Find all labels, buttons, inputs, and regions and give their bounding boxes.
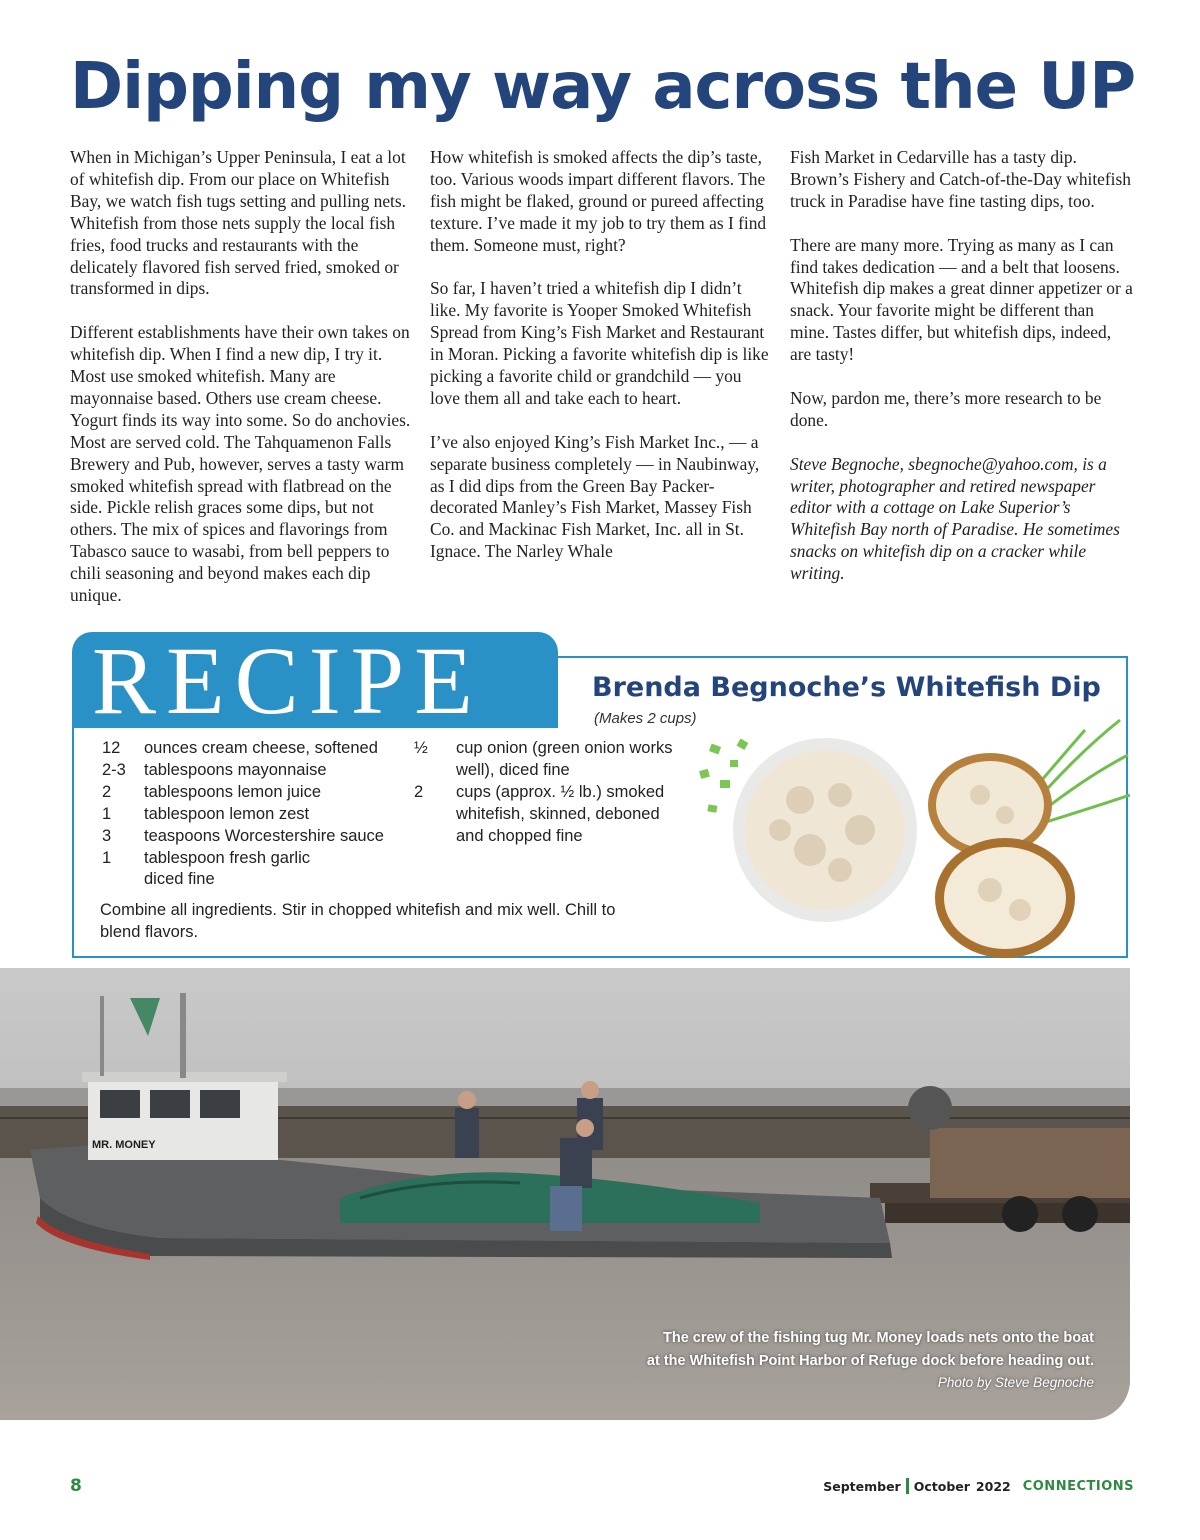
ingredient-qty: 3 xyxy=(102,826,112,845)
photo-caption-line-2: at the Whitefish Point Harbor of Refuge dock before heading out. xyxy=(646,1353,1094,1369)
recipe-yield: (Makes 2 cups) xyxy=(594,710,697,727)
ingredient-row xyxy=(102,848,402,892)
ingredient-row xyxy=(414,782,694,848)
recipe-title: Brenda Begnoche’s Whitefish Dip xyxy=(592,672,1101,703)
ingredient-row xyxy=(414,738,694,782)
ingredients-list-right xyxy=(414,738,694,848)
boat-name-text: MR. MONEY xyxy=(92,1139,156,1151)
article-body xyxy=(70,147,1140,617)
ingredient-text: tablespoons lemon juice xyxy=(144,782,322,801)
paragraph: Now, pardon me, there’s more research to be done. xyxy=(790,387,1102,430)
issue-month-1: September xyxy=(823,1478,901,1494)
ingredient-row xyxy=(102,760,402,782)
ingredient-row xyxy=(102,738,402,760)
recipe-instructions: Combine all ingredients. Stir in chopped whitefish and mix well. Chill to blend flavors. xyxy=(100,901,616,941)
page-number: 8 xyxy=(70,1476,82,1496)
ingredient-row xyxy=(102,804,402,826)
ingredient-qty: 2-3 xyxy=(102,760,126,779)
whitefish-dip-image xyxy=(690,700,1130,990)
footer-issue xyxy=(823,1478,1134,1494)
photo-caption-line-1: The crew of the fishing tug Mr. Money loads nets onto the boat xyxy=(663,1330,1094,1346)
ingredients-list-left xyxy=(102,738,402,891)
ingredient-text: tablespoon fresh garlic diced fine xyxy=(144,848,311,889)
ingredient-text: cups (approx. ½ lb.) smoked whitefish, skinned, deboned and chopped fine xyxy=(456,782,665,845)
author-bio: Steve Begnoche, sbegnoche@yahoo.com, is a writer, photographer and retired newspaper editor with a cottage on Lake Superior’s Whitefish Bay north of Paradise. He sometimes snacks on whitefish dip on a cracker while writing. xyxy=(790,453,1120,584)
issue-month-2: October xyxy=(913,1478,970,1494)
ingredient-text: teaspoons Worcestershire sauce xyxy=(144,826,384,845)
recipe-label: RECIPE xyxy=(92,627,483,734)
article-column-1 xyxy=(70,147,415,629)
issue-year: 2022 xyxy=(975,1478,1011,1494)
ingredient-text: cup onion (green onion works well), diced fine xyxy=(456,739,673,779)
ingredient-qty: 1 xyxy=(102,804,112,823)
ingredient-row xyxy=(102,782,402,804)
month-separator xyxy=(906,1478,909,1494)
paragraph: I’ve also enjoyed King’s Fish Market Inc., — a separate business completely — in Naubinway, as I did dips from the Green Bay Packer-decorated Manley’s Fish Market, Massey Fish Co. and Mackinac Fish Market, Inc. all in St. Ignace. The Narley Whale xyxy=(430,431,760,562)
ingredient-text: tablespoon lemon zest xyxy=(144,804,310,823)
ingredient-qty: 1 xyxy=(102,848,112,867)
article-column-2 xyxy=(430,147,775,585)
paragraph: So far, I haven’t tried a whitefish dip I didn’t like. My favorite is Yooper Smoked Whitefish Spread from King’s Fish Market and Restaurant in Moran. Picking a favorite whitefish dip is like picking a favorite child or grandchild — you love them all and take each to heart. xyxy=(430,278,769,408)
ingredient-qty: 2 xyxy=(414,782,424,801)
headline: Dipping my way across the UP xyxy=(70,50,1136,124)
ingredient-text: tablespoons mayonnaise xyxy=(144,760,327,779)
paragraph: Different establishments have their own takes on whitefish dip. When I find a new dip, I try it. Most use smoked whitefish. Many are mayonnaise based. Others use cream cheese. Yogurt finds its way into some. So do anchovies. Most are served cold. The Tahquamenon Falls Brewery and Pub, however, serves a tasty warm smoked whitefish spread with flatbread on the side. Pickle relish graces some dips, but not others. The mix of spices and flavorings from Tabasco sauce to wasabi, from bell peppers to chili seasoning and beyond makes each dip unique. xyxy=(70,322,411,606)
ingredient-qty: 12 xyxy=(102,739,121,757)
photo-credit: Photo by Steve Begnoche xyxy=(937,1375,1094,1390)
article-column-3 xyxy=(790,147,1135,607)
paragraph: Fish Market in Cedarville has a tasty dip. Brown’s Fishery and Catch-of-the-Day whitefish truck in Paradise have fine tasting dips, too. xyxy=(790,147,1131,211)
paragraph: When in Michigan’s Upper Peninsula, I eat a lot of whitefish dip. From our place on Whitefish Bay, we watch fish tugs setting and pulling nets. Whitefish from those nets supply the local fish fries, food trucks and restaurants with the delicately flavored fish served fried, smoked or transformed in dips. xyxy=(70,147,407,299)
ingredient-row xyxy=(102,826,402,848)
publication-name: CONNECTIONS xyxy=(1022,1478,1134,1494)
paragraph: How whitefish is smoked affects the dip’s taste, too. Various woods impart different flavors. The fish might be flaked, ground or pureed affecting texture. I’ve made it my job to try them as I find them. Someone must, right? xyxy=(430,147,767,255)
ingredient-qty: ½ xyxy=(414,739,428,757)
ingredient-qty: 2 xyxy=(102,782,112,801)
ingredient-text: ounces cream cheese, softened xyxy=(144,739,378,757)
paragraph: There are many more. Trying as many as I can find takes dedication — and a belt that loosens. Whitefish dip makes a great dinner appetizer or a snack. Your favorite might be different than mine. Tastes differ, but whitefish dips, indeed, are tasty! xyxy=(790,234,1133,365)
